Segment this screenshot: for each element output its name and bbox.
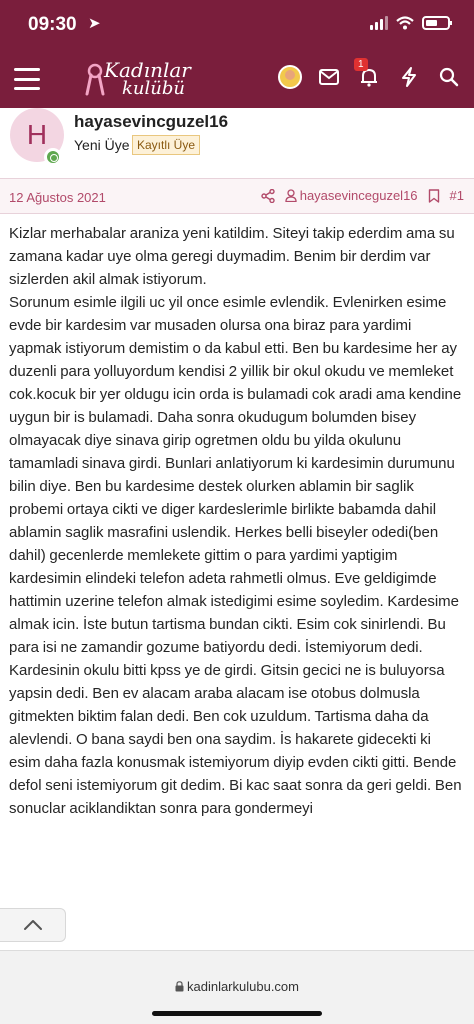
post-author[interactable] [285, 188, 418, 203]
status-time: 09:30 [28, 14, 77, 35]
status-bar [0, 0, 474, 50]
status-icons [370, 16, 450, 30]
post-number[interactable]: #1 [449, 188, 464, 203]
url-text: kadinlarkulubu.com [186, 979, 299, 994]
post-user-header [0, 108, 474, 178]
wifi-icon [396, 16, 414, 30]
avatar[interactable] [278, 65, 302, 89]
home-indicator [152, 1011, 322, 1016]
location-arrow-icon: ➤ [88, 15, 101, 32]
share-icon[interactable] [261, 189, 275, 203]
user-avatar[interactable]: H [10, 108, 64, 162]
cellular-signal-icon [370, 16, 388, 30]
post-meta [0, 178, 474, 214]
post-body [0, 214, 474, 950]
post-date[interactable]: 12 Ağustos 2021 [9, 190, 106, 205]
site-logo[interactable] [84, 56, 204, 102]
lock-icon [175, 981, 184, 992]
menu-icon[interactable] [14, 68, 40, 90]
ribbon-icon [84, 62, 106, 96]
url-display[interactable] [0, 979, 474, 994]
notification-badge: 1 [354, 58, 368, 71]
battery-icon [422, 16, 450, 30]
post-author-name: hayasevinceguzel16 [299, 188, 418, 203]
browser-address-bar [0, 950, 474, 1024]
chevron-up-icon [23, 919, 43, 931]
bookmark-icon[interactable] [428, 189, 440, 203]
user-title: Yeni Üye [74, 137, 130, 153]
logo-text-line2: kulübü [122, 78, 185, 99]
site-header [0, 50, 474, 108]
user-banner: Kayıtlı Üye [132, 135, 200, 155]
online-status-icon [44, 148, 62, 166]
search-icon[interactable] [436, 64, 462, 90]
header-actions [278, 59, 462, 90]
envelope-icon[interactable] [316, 64, 342, 90]
post-content: Kizlar merhabalar araniza yeni katildim. Siteyi takip ederdim ama su zamana kadar uye olma geregi duymadim. Benim bir derdim var sizlerden akil almak istiyorum. Sorunum esimle ilgili uc yil once esimle evlendik. Evlenirken esime evde bir kardesim var musaden olursa ona biraz para yardimi yapmak istiyorum demistim o da kabul etti. Ben bu kardesime her ay duzenli para yolluyordum kendisi 2 yillik bir okul okudu ve memleket cok.kocuk bir yer oldugu icin orda is bulamadi cok aradi ama kendine uygun bir is bulamadi. Daha sonra okudugum bolumden bisey olmayacak diye sinava girip ogretmen oldu bu yilda okulunu tamamladi sinava girdi. Bunlari anlatiyorum ki kardesimin durumunu bilin diye. Ben bu kardesime destek olurken ablamin bir saglik probemi ortaya cikti ve diger kardeslerimle birlikte babamda dahil ablamin saglik masrafini uslendik. Herkes belli biseyler odedi(ben dahil) gecenlerde memlekete gittim o para yardimi yaptigim kardesimin elindeki telefon adeta rahmetli olmus. Eve geldigimde hattimin uzerine telefon almak istedigimi esime soyledim. Kardesime almak icin. İste butun tartisma bundan cikti. Esim cok sinirlendi. Bu para isi ne zamandir gozume batiyordu dedi. İstemiyorum dedi. Kardesinin okulu bitti kpss ye de girdi. Gitsin gecici ne is buluyorsa yapsin dedi. Ben ev alacam araba alacam ise otobus dolmusla gitmekten biktim falan dedi. Ben cok uzuldum. Tartisma daha da alevlendi. O bana saydi ben ona saydim. İs hakarete gidecekti ki esim daha fazla konusmak istemiyorum diyip evden cikti gitti. Bende defol seni istemiyorum git dedim. Bi kac saat sonra da geri geldi. Ben sonuclar aciklandiktan sonra para gondermeyi [9, 225, 462, 817]
bell-icon[interactable] [356, 59, 382, 90]
scroll-to-top-button[interactable] [0, 908, 66, 942]
post-meta-actions [261, 188, 464, 203]
username[interactable]: hayasevincguzel16 [74, 112, 229, 131]
user-icon [285, 189, 297, 202]
lightning-icon[interactable] [396, 64, 422, 90]
logo-text-line1: Kadınlar [104, 58, 191, 82]
